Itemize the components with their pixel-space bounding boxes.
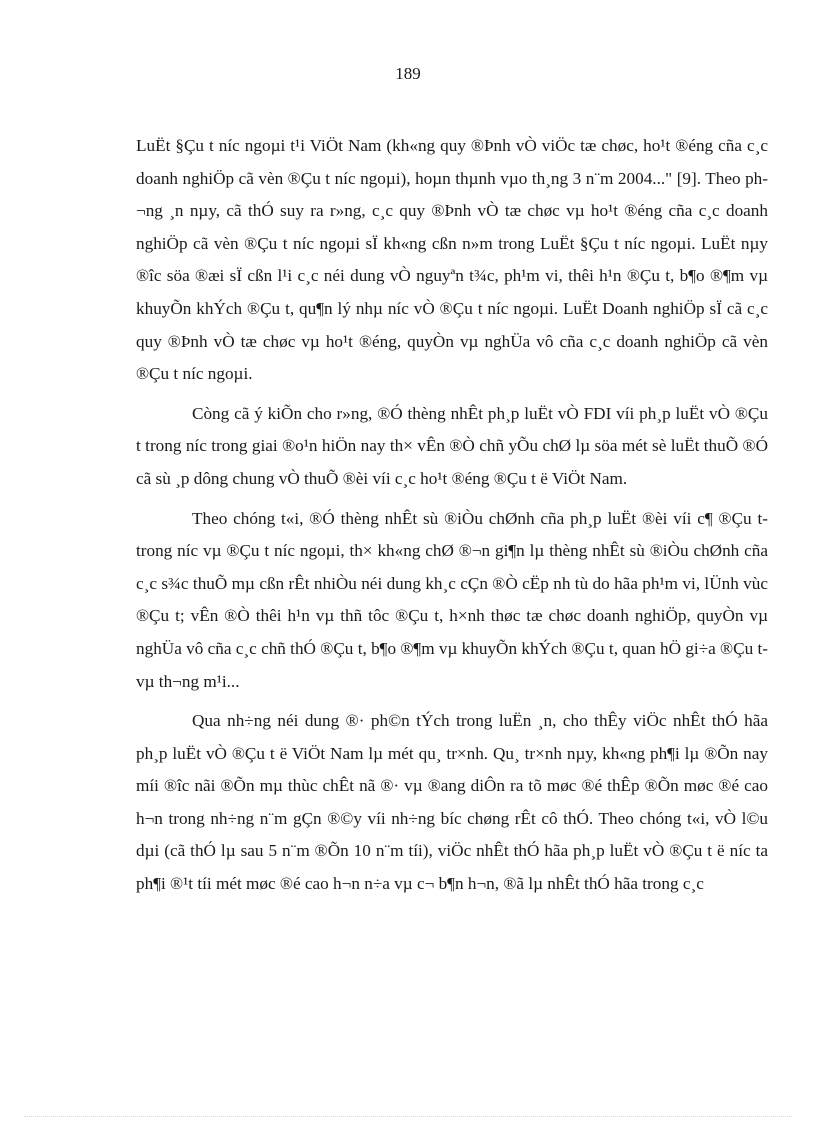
body-text: [136, 130, 768, 908]
paragraph-1: LuËt §Çu t níc ngoµi t¹i ViÖt Nam (kh«ng quy ®Þnh vÒ viÖc tæ chøc, ho¹t ®éng cña c¸c doanh nghiÖp cã vèn ®Çu t níc ngoµi), hoµn thµnh vµo th¸ng 3 n¨m 2004..." [9]. Theo ph¬ng ¸n nµy, cã thÓ suy ra r»ng, c¸c quy ®Þnh vÒ tæ chøc vµ ho¹t ®éng cña c¸c doanh nghiÖp cã vèn ®Çu t níc ngoµi sÏ kh«ng cßn n»m trong LuËt §Çu t níc ngoµi. LuËt nµy ®îc söa ®æi sÏ cßn l¹i c¸c néi dung vÒ nguyªn t¾c, ph¹m vi, thêi h¹n ®Çu t, b¶o ®¶m vµ khuyÕn khÝch ®Çu t, qu¶n lý nhµ níc vÒ ®Çu t níc ngoµi. LuËt Doanh nghiÖp sÏ cã c¸c quy ®Þnh vÒ tæ chøc vµ ho¹t ®éng, quyÒn vµ nghÜa vô cña c¸c doanh nghiÖp cã vèn ®Çu t níc ngoµi.: [136, 136, 768, 384]
paragraph-2: Còng cã ý kiÕn cho r»ng, ®Ó thèng nhÊt ph¸p luËt vÒ FDI víi ph¸p luËt vÒ ®Çu t trong níc trong giai ®o¹n hiÖn nay th× vÊn ®Ò chñ yÕu chØ lµ söa mét sè luËt thuÕ ®Ó cã sù ¸p dông chung vÒ thuÕ ®èi víi c¸c ho¹t ®éng ®Çu t ë ViÖt Nam.: [136, 403, 768, 488]
paragraph-4: Qua nh÷ng néi dung ®· ph©n tÝch trong luËn ¸n, cho thÊy viÖc nhÊt thÓ hãa ph¸p luËt vÒ ®Çu t ë ViÖt Nam lµ mét qu¸ tr×nh. Qu¸ tr×nh nµy, kh«ng ph¶i lµ ®Õn nay míi ®îc nãi ®Õn mµ thùc chÊt nã ®· vµ ®ang diÔn ra tõ møc ®é thÊp ®Õn møc ®é cao h¬n trong nh÷ng n¨m gÇn ®©y víi nh÷ng bíc chøng rÊt cô thÓ. Theo chóng t«i, vÒ l©u dµi (cã thÓ lµ sau 5 n¨m ®Õn 10 n¨m tíi), viÖc nhÊt thÓ hãa ph¸p luËt vÒ ®Çu t ë níc ta ph¶i ®¹t tíi mét møc ®é cao h¬n n÷a vµ c¬ b¶n h¬n, ®ã lµ nhÊt thÓ hãa trong c¸c: [136, 711, 768, 894]
paragraph-3: Theo chóng t«i, ®Ó thèng nhÊt sù ®iÒu chØnh cña ph¸p luËt ®èi víi c¶ ®Çu t trong níc vµ ®Çu t níc ngoµi, th× kh«ng chØ ®¬n gi¶n lµ thèng nhÊt sù ®iÒu chØnh cña c¸c s¾c thuÕ mµ cßn rÊt nhiÒu néi dung kh¸c cÇn ®Ò cËp nh tù do hãa ph¹m vi, lÜnh vùc ®Çu t; vÊn ®Ò thêi h¹n vµ thñ tôc ®Çu t, h×nh thøc tæ chøc doanh nghiÖp, quyÒn vµ nghÜa vô cña c¸c chñ thÓ ®Çu t, b¶o ®¶m vµ khuyÕn khÝch ®Çu t, quan hÖ gi÷a ®Çu t vµ th¬ng m¹i...: [136, 508, 768, 691]
page-number: 189: [395, 64, 421, 83]
page-bottom-rule: [24, 1116, 792, 1117]
